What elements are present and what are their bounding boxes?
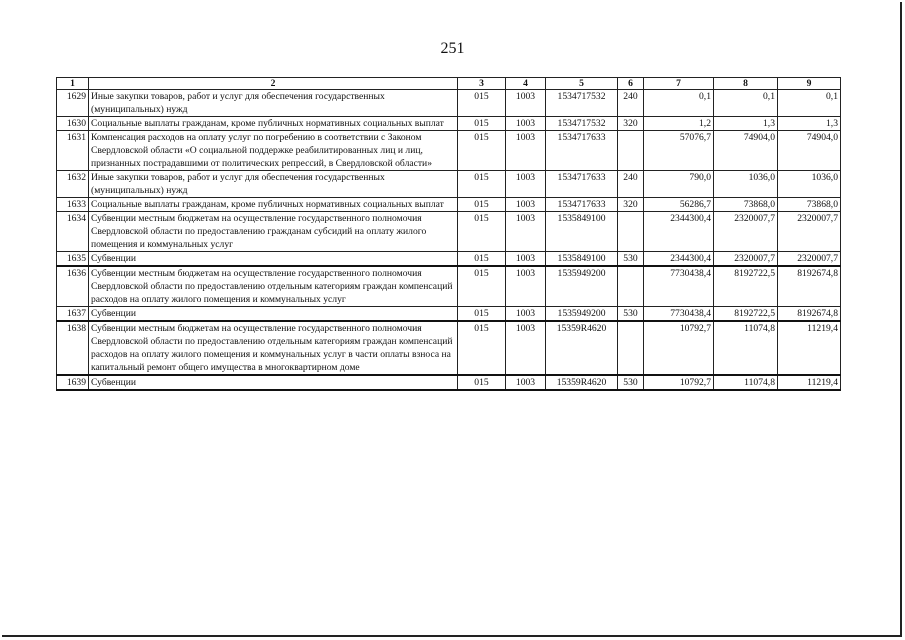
row-number: 1632 [57, 171, 89, 198]
header-col-8: 8 [714, 78, 778, 90]
row-code-5: 1534717633 [546, 198, 618, 212]
row-code-6: 320 [618, 117, 644, 131]
row-amount-8: 2320007,7 [714, 212, 778, 252]
row-code-3: 015 [458, 198, 506, 212]
row-description: Субвенции местным бюджетам на осуществление государственного полномочия Свердловской области по предоставлению отдельным категориям граждан компенсаций расходов на оплату жилого помещения и коммунальных услуг в части оплаты взноса на капитальный ремонт общего имущества в многоквартирном доме [89, 321, 458, 375]
row-code-3: 015 [458, 307, 506, 322]
row-code-3: 015 [458, 171, 506, 198]
row-number: 1639 [57, 375, 89, 390]
row-amount-8: 73868,0 [714, 198, 778, 212]
header-col-4: 4 [506, 78, 546, 90]
row-amount-7: 2344300,4 [644, 212, 714, 252]
row-code-4: 1003 [506, 212, 546, 252]
row-code-5: 1535949200 [546, 307, 618, 322]
row-number: 1630 [57, 117, 89, 131]
table-row [57, 375, 841, 390]
row-code-5: 15359R4620 [546, 375, 618, 390]
header-col-5: 5 [546, 78, 618, 90]
row-description: Социальные выплаты гражданам, кроме публичных нормативных социальных выплат [89, 117, 458, 131]
row-description: Субвенции местным бюджетам на осуществление государственного полномочия Свердловской области по предоставлению гражданам субсидий на оплату жилого помещения и коммунальных услуг [89, 212, 458, 252]
row-code-4: 1003 [506, 375, 546, 390]
row-amount-8: 1,3 [714, 117, 778, 131]
row-code-5: 15359R4620 [546, 321, 618, 375]
row-amount-7: 790,0 [644, 171, 714, 198]
row-amount-9: 8192674,8 [778, 307, 841, 322]
row-description: Иные закупки товаров, работ и услуг для обеспечения государственных (муниципальных) нужд [89, 90, 458, 117]
table-row [57, 90, 841, 117]
row-code-6: 530 [618, 252, 644, 267]
row-amount-7: 57076,7 [644, 131, 714, 171]
row-code-6 [618, 266, 644, 307]
header-col-6: 6 [618, 78, 644, 90]
table-row [57, 198, 841, 212]
row-amount-8: 8192722,5 [714, 266, 778, 307]
row-number: 1638 [57, 321, 89, 375]
row-code-6: 240 [618, 171, 644, 198]
row-code-4: 1003 [506, 307, 546, 322]
row-code-4: 1003 [506, 90, 546, 117]
row-number: 1634 [57, 212, 89, 252]
row-code-5: 1535849100 [546, 252, 618, 267]
row-code-5: 1535849100 [546, 212, 618, 252]
row-code-4: 1003 [506, 321, 546, 375]
table-body [57, 90, 841, 391]
row-description: Иные закупки товаров, работ и услуг для обеспечения государственных (муниципальных) нужд [89, 171, 458, 198]
row-code-4: 1003 [506, 117, 546, 131]
row-code-4: 1003 [506, 171, 546, 198]
table-row [57, 117, 841, 131]
table-row [57, 171, 841, 198]
row-code-3: 015 [458, 375, 506, 390]
header-col-7: 7 [644, 78, 714, 90]
table-row [57, 252, 841, 267]
header-col-1: 1 [57, 78, 89, 90]
header-col-9: 9 [778, 78, 841, 90]
row-number: 1637 [57, 307, 89, 322]
row-code-4: 1003 [506, 198, 546, 212]
header-row [57, 78, 841, 90]
row-code-5: 1534717633 [546, 171, 618, 198]
row-amount-8: 1036,0 [714, 171, 778, 198]
row-amount-9: 73868,0 [778, 198, 841, 212]
row-code-3: 015 [458, 321, 506, 375]
table-row [57, 321, 841, 375]
row-code-3: 015 [458, 266, 506, 307]
row-code-6: 240 [618, 90, 644, 117]
table-row [57, 266, 841, 307]
row-description: Субвенции местным бюджетам на осуществление государственного полномочия Свердловской области по предоставлению отдельным категориям граждан компенсаций расходов на оплату жилого помещения и коммунальных услуг [89, 266, 458, 307]
row-amount-9: 0,1 [778, 90, 841, 117]
header-col-2: 2 [89, 78, 458, 90]
row-amount-8: 0,1 [714, 90, 778, 117]
row-code-6: 320 [618, 198, 644, 212]
row-description: Субвенции [89, 307, 458, 322]
row-code-6 [618, 212, 644, 252]
row-code-5: 1535949200 [546, 266, 618, 307]
row-amount-9: 8192674,8 [778, 266, 841, 307]
row-code-5: 1534717532 [546, 90, 618, 117]
row-amount-7: 56286,7 [644, 198, 714, 212]
page-number: 251 [440, 40, 465, 57]
row-amount-8: 8192722,5 [714, 307, 778, 322]
table-row [57, 212, 841, 252]
row-code-3: 015 [458, 131, 506, 171]
row-number: 1636 [57, 266, 89, 307]
budget-table [56, 77, 841, 391]
row-number: 1633 [57, 198, 89, 212]
row-code-6 [618, 321, 644, 375]
row-amount-9: 11219,4 [778, 375, 841, 390]
header-col-3: 3 [458, 78, 506, 90]
row-code-6: 530 [618, 375, 644, 390]
row-amount-7: 7730438,4 [644, 307, 714, 322]
row-amount-8: 11074,8 [714, 321, 778, 375]
table-header [57, 78, 841, 90]
row-description: Компенсация расходов на оплату услуг по погребению в соответствии с Законом Свердловской области «О социальной поддержке реабилитированных лиц и лиц, признанных пострадавшими от политических репрессий, в Свердловской области» [89, 131, 458, 171]
row-amount-9: 11219,4 [778, 321, 841, 375]
row-code-6 [618, 131, 644, 171]
row-code-4: 1003 [506, 252, 546, 267]
row-code-4: 1003 [506, 266, 546, 307]
row-code-3: 015 [458, 90, 506, 117]
row-number: 1635 [57, 252, 89, 267]
row-amount-7: 10792,7 [644, 321, 714, 375]
row-code-6: 530 [618, 307, 644, 322]
row-amount-9: 2320007,7 [778, 252, 841, 267]
row-amount-7: 1,2 [644, 117, 714, 131]
row-code-3: 015 [458, 212, 506, 252]
row-description: Субвенции [89, 252, 458, 267]
row-amount-9: 74904,0 [778, 131, 841, 171]
row-code-4: 1003 [506, 131, 546, 171]
row-code-5: 1534717633 [546, 131, 618, 171]
table-row [57, 307, 841, 322]
row-code-5: 1534717532 [546, 117, 618, 131]
row-code-3: 015 [458, 252, 506, 267]
row-number: 1631 [57, 131, 89, 171]
row-amount-7: 7730438,4 [644, 266, 714, 307]
row-amount-9: 1036,0 [778, 171, 841, 198]
row-amount-9: 1,3 [778, 117, 841, 131]
row-amount-8: 74904,0 [714, 131, 778, 171]
row-amount-8: 11074,8 [714, 375, 778, 390]
row-amount-8: 2320007,7 [714, 252, 778, 267]
row-number: 1629 [57, 90, 89, 117]
row-description: Субвенции [89, 375, 458, 390]
row-amount-7: 10792,7 [644, 375, 714, 390]
row-description: Социальные выплаты гражданам, кроме публичных нормативных социальных выплат [89, 198, 458, 212]
row-amount-9: 2320007,7 [778, 212, 841, 252]
row-amount-7: 2344300,4 [644, 252, 714, 267]
table-row [57, 131, 841, 171]
row-code-3: 015 [458, 117, 506, 131]
row-amount-7: 0,1 [644, 90, 714, 117]
